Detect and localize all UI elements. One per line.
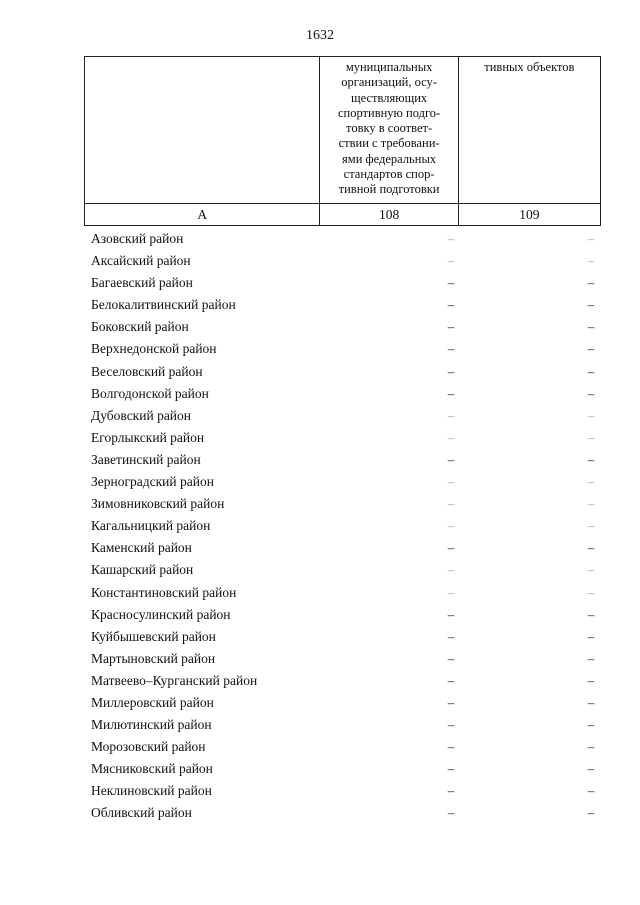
value-109: – bbox=[587, 540, 595, 556]
value-108: – bbox=[447, 363, 455, 379]
value-108: – bbox=[447, 429, 455, 445]
table-row bbox=[0, 648, 640, 670]
table-row bbox=[0, 361, 640, 383]
value-108: – bbox=[447, 717, 455, 733]
table-row bbox=[0, 714, 640, 736]
table-row bbox=[0, 780, 640, 802]
value-108: – bbox=[447, 385, 455, 401]
header-cell-109 bbox=[458, 57, 600, 204]
district-name: Куйбышевский район bbox=[91, 628, 216, 644]
district-name: Миллеровский район bbox=[91, 694, 214, 710]
district-name: Мясниковский район bbox=[91, 761, 213, 777]
district-name: Азовский район bbox=[91, 231, 184, 246]
table-row bbox=[0, 316, 640, 338]
value-108: – bbox=[447, 540, 455, 556]
table-row bbox=[0, 537, 640, 559]
value-108: – bbox=[447, 407, 455, 423]
value-108: – bbox=[447, 319, 455, 335]
value-108: – bbox=[447, 805, 455, 821]
table-row bbox=[0, 272, 640, 294]
table-row bbox=[0, 692, 640, 714]
table-row bbox=[0, 515, 640, 537]
table-header bbox=[84, 56, 601, 226]
table-row bbox=[0, 582, 640, 604]
value-108: – bbox=[447, 518, 455, 534]
value-109: – bbox=[587, 694, 595, 710]
table-row bbox=[0, 471, 640, 493]
header-cell-108 bbox=[320, 57, 458, 204]
value-109: – bbox=[587, 805, 595, 821]
column-number-109: 109 bbox=[458, 204, 600, 226]
page-number: 1632 bbox=[306, 28, 334, 43]
value-108: – bbox=[447, 231, 455, 246]
table-row bbox=[0, 559, 640, 581]
district-name: Зерноградский район bbox=[91, 474, 214, 490]
value-109: – bbox=[587, 562, 595, 578]
table-row bbox=[0, 250, 640, 272]
district-name: Дубовский район bbox=[91, 407, 192, 423]
table-row bbox=[0, 405, 640, 427]
value-109: – bbox=[587, 739, 595, 755]
column-number-108: 108 bbox=[320, 204, 458, 226]
value-109: – bbox=[587, 761, 595, 777]
value-108: – bbox=[447, 275, 455, 291]
district-name: Морозовский район bbox=[91, 739, 206, 755]
table-row bbox=[0, 802, 640, 824]
district-name: Красносулинский район bbox=[91, 606, 231, 622]
value-109: – bbox=[587, 231, 595, 246]
value-108: – bbox=[447, 496, 455, 512]
table-row bbox=[0, 294, 640, 316]
value-109: – bbox=[587, 650, 595, 666]
value-109: – bbox=[587, 451, 595, 467]
district-name: Константиновский район bbox=[91, 584, 237, 600]
value-109: – bbox=[587, 363, 595, 379]
district-name: Кагальницкий район bbox=[91, 518, 211, 534]
table-body bbox=[0, 228, 640, 825]
value-109: – bbox=[587, 297, 595, 313]
value-109: – bbox=[587, 584, 595, 600]
value-108: – bbox=[447, 562, 455, 578]
district-name: Белокалитвинский район bbox=[91, 297, 236, 313]
table-row bbox=[0, 338, 640, 360]
value-108: – bbox=[447, 297, 455, 313]
value-109: – bbox=[587, 429, 595, 445]
district-name: Мартыновский район bbox=[91, 650, 216, 666]
value-109: – bbox=[587, 474, 595, 490]
value-108: – bbox=[447, 650, 455, 666]
value-108: – bbox=[447, 694, 455, 710]
district-name: Зимовниковский район bbox=[91, 496, 225, 512]
table-row bbox=[0, 493, 640, 515]
value-108: – bbox=[447, 474, 455, 490]
district-name: Милютинский район bbox=[91, 717, 212, 733]
value-109: – bbox=[587, 407, 595, 423]
value-108: – bbox=[447, 253, 455, 269]
value-108: – bbox=[447, 606, 455, 622]
header-text-108: муниципальных организаций, осу- ществляющих спортивную подго- товку в соответ- ствии с требовани- ями федеральных стандартов спор- тивной подготовки bbox=[337, 60, 441, 197]
value-109: – bbox=[587, 496, 595, 512]
value-109: – bbox=[587, 319, 595, 335]
value-109: – bbox=[587, 385, 595, 401]
value-108: – bbox=[447, 739, 455, 755]
district-name: Верхнедонской район bbox=[91, 341, 217, 357]
table-row bbox=[0, 736, 640, 758]
value-108: – bbox=[447, 341, 455, 357]
value-109: – bbox=[587, 606, 595, 622]
value-109: – bbox=[587, 253, 595, 269]
district-name: Матвеево–Курганский район bbox=[91, 672, 258, 688]
value-109: – bbox=[587, 717, 595, 733]
value-108: – bbox=[447, 628, 455, 644]
table-row bbox=[0, 383, 640, 405]
district-name: Неклиновский район bbox=[91, 783, 212, 799]
table-row bbox=[0, 626, 640, 648]
district-name: Боковский район bbox=[91, 319, 189, 335]
district-name: Веселовский район bbox=[91, 363, 203, 379]
value-109: – bbox=[587, 341, 595, 357]
value-109: – bbox=[587, 518, 595, 534]
district-name: Кашарский район bbox=[91, 562, 194, 578]
value-109: – bbox=[587, 672, 595, 688]
table-row bbox=[0, 449, 640, 471]
district-name: Обливский район bbox=[91, 805, 192, 821]
value-108: – bbox=[447, 783, 455, 799]
table-row bbox=[0, 228, 640, 250]
value-108: – bbox=[447, 584, 455, 600]
value-109: – bbox=[587, 628, 595, 644]
column-number-a: А bbox=[85, 204, 320, 226]
header-text-109: тивных объектов bbox=[484, 60, 575, 74]
table-row bbox=[0, 427, 640, 449]
table-row bbox=[0, 758, 640, 780]
value-109: – bbox=[587, 275, 595, 291]
header-cell-blank bbox=[85, 57, 320, 204]
district-name: Багаевский район bbox=[91, 275, 193, 291]
value-108: – bbox=[447, 672, 455, 688]
district-name: Егорлыкский район bbox=[91, 429, 205, 445]
district-name: Аксайский район bbox=[91, 253, 191, 269]
value-109: – bbox=[587, 783, 595, 799]
district-name: Заветинский район bbox=[91, 451, 201, 467]
value-108: – bbox=[447, 761, 455, 777]
district-name: Каменский район bbox=[91, 540, 192, 556]
table-row bbox=[0, 604, 640, 626]
district-name: Волгодонской район bbox=[91, 385, 209, 401]
table-row bbox=[0, 670, 640, 692]
value-108: – bbox=[447, 451, 455, 467]
